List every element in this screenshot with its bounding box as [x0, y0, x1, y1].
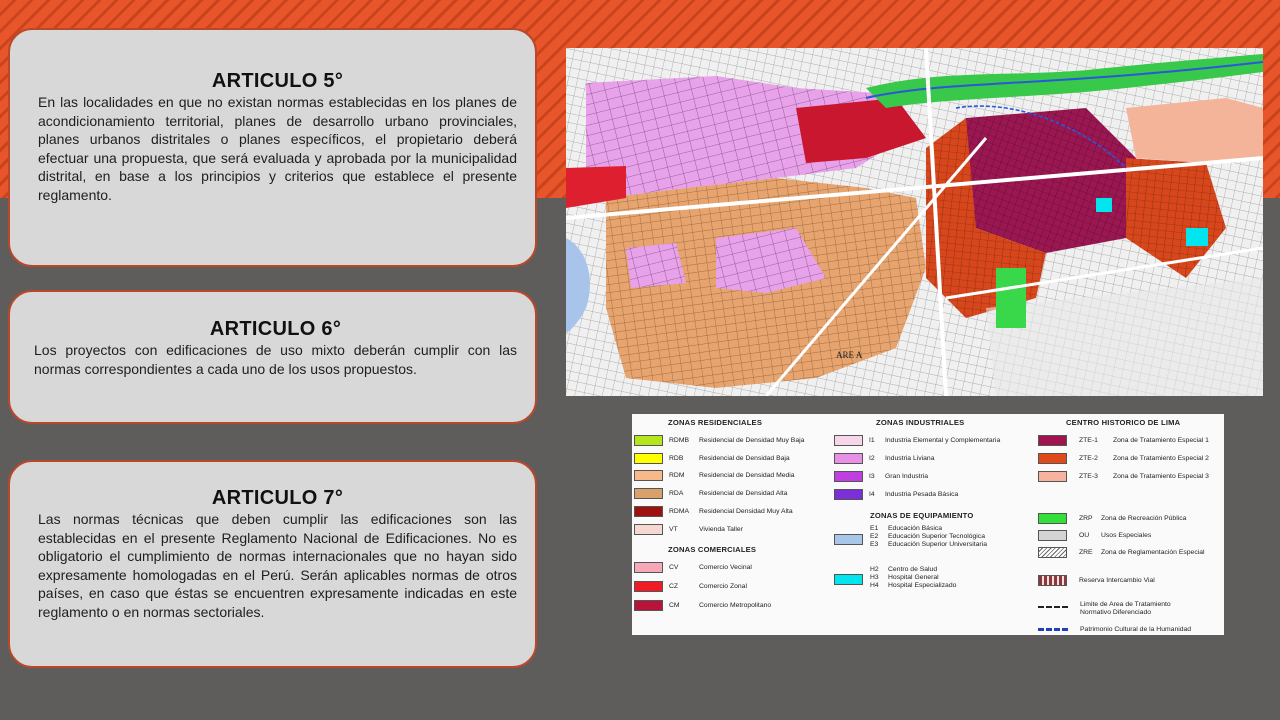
legend-swatch: [834, 471, 863, 482]
legend-swatch-hatched: [1038, 547, 1067, 558]
legend-swatch: [634, 435, 663, 446]
legend-swatch: [634, 506, 663, 517]
legend-swatch: [634, 470, 663, 481]
legend-item-rdb: RDB Residencial de Densidad Baja: [634, 452, 790, 464]
legend-swatch: [1038, 435, 1067, 446]
legend-item-ou: OU Usos Especiales: [1038, 529, 1151, 541]
legend-health-labels: Centro de Salud Hospital General Hospital Especializado: [888, 566, 957, 589]
legend-item-i4: I4 Industria Pesada Básica: [834, 488, 958, 500]
legend-swatch: [1038, 453, 1067, 464]
legend-swatch: [634, 600, 663, 611]
legend-heading-industriales: ZONAS INDUSTRIALES: [876, 418, 965, 427]
legend-line-patrimonio: [1038, 628, 1068, 631]
legend-item-rdmb: RDMB Residencial de Densidad Muy Baja: [634, 434, 804, 446]
legend-swatch: [634, 488, 663, 499]
legend-swatch: [1038, 513, 1067, 524]
legend-education-codes: E1 E2 E3: [870, 525, 879, 548]
legend-item-i2: I2 Industria Liviana: [834, 452, 935, 464]
article-7-text: Las normas técnicas que deben cumplir las edificaciones son las establecidas en el presente Reglamento Nacional de Edificaciones. No es obligatorio el cumplimiento de normas internacionales que no hayan sido expresamente homologadas en el Perú. Serán aplicables normas de otros países, en caso que éstas se encuentren expresamente indicadas en este reglamento o en normas sectoriales.: [38, 511, 517, 620]
legend-swatch-health: [834, 574, 863, 585]
article-6-text: Los proyectos con edificaciones de uso mixto deberán cumplir con las normas correspondientes a cada uno de los usos propuestos.: [34, 342, 517, 377]
legend-item-vt: VT Vivienda Taller: [634, 523, 743, 535]
article-5-card: [8, 28, 537, 267]
legend-swatch: [834, 489, 863, 500]
legend-line-limite: [1038, 606, 1068, 608]
legend-heading-historico: CENTRO HISTORICO DE LIMA: [1066, 418, 1181, 427]
legend-item-zrp: ZRP Zona de Recreación Pública: [1038, 512, 1186, 524]
legend-item-cv: CV Comercio Vecinal: [634, 561, 752, 573]
legend-item-zte3: ZTE-3 Zona de Tratamiento Especial 3: [1038, 470, 1209, 482]
legend-swatch: [634, 581, 663, 592]
map-label: ARE A: [836, 350, 863, 360]
legend-item-patrimonio: Patrimonio Cultural de la Humanidad: [1080, 625, 1192, 633]
legend-item-limite: Limite de Area de Tratamiento Normativo Diferenciado: [1080, 601, 1171, 616]
legend-item-cm: CM Comercio Metropolitano: [634, 599, 771, 611]
legend-swatch: [834, 435, 863, 446]
legend-heading-residenciales: ZONAS RESIDENCIALES: [668, 418, 763, 427]
legend-swatch: [634, 524, 663, 535]
legend-swatch: [634, 453, 663, 464]
legend-item-rdm: RDM Residencial de Densidad Media: [634, 469, 795, 481]
legend-education-labels: Educación Básica Educación Superior Tecnológica Educación Superior Universitaria: [888, 525, 987, 548]
legend-item-cz: CZ Comercio Zonal: [634, 580, 747, 592]
legend-swatch: [1038, 471, 1067, 482]
zoning-map-image: [566, 48, 1263, 396]
zoning-legend: [632, 414, 1224, 635]
legend-item-zte2: ZTE-2 Zona de Tratamiento Especial 2: [1038, 452, 1209, 464]
legend-swatch-education: [834, 534, 863, 545]
article-7-title: ARTICULO 7°: [211, 487, 344, 509]
legend-item-rda: RDA Residencial de Densidad Alta: [634, 487, 787, 499]
legend-swatch: [1038, 530, 1067, 541]
legend-heading-equipamiento: ZONAS DE EQUIPAMIENTO: [870, 511, 974, 520]
legend-heading-comerciales: ZONAS COMERCIALES: [668, 545, 757, 554]
article-6-card: [8, 290, 537, 424]
legend-swatch: [834, 453, 863, 464]
legend-item-reserva: Reserva Intercambio Vial: [1038, 574, 1155, 586]
legend-health-codes: H2 H3 H4: [870, 566, 879, 589]
article-5-text: En las localidades en que no existan normas establecidas en los planes de acondicionamiento territorial, planes de desarrollo urbano provinciales, planes urbanos distritales o planes específicos, el propietario deberá efectuar una propuesta, que será evaluada y aprobada por la municipalidad distrital, en base a los principios y criterios que establece el presente reglamento.: [38, 94, 517, 203]
legend-item-zte1: ZTE-1 Zona de Tratamiento Especial 1: [1038, 434, 1209, 446]
legend-swatch-reserva: [1038, 575, 1067, 586]
article-5-title: ARTICULO 5°: [211, 70, 344, 92]
legend-item-i1: I1 Industria Elemental y Complementaria: [834, 434, 1000, 446]
legend-item-zre: ZRE Zona de Reglamentación Especial: [1038, 546, 1205, 558]
legend-swatch: [634, 562, 663, 573]
article-7-card: [8, 460, 537, 668]
legend-item-rdma: RDMA Residencial Densidad Muy Alta: [634, 505, 793, 517]
article-6-title: ARTICULO 6°: [209, 318, 342, 340]
legend-item-i3: I3 Gran Industria: [834, 470, 928, 482]
